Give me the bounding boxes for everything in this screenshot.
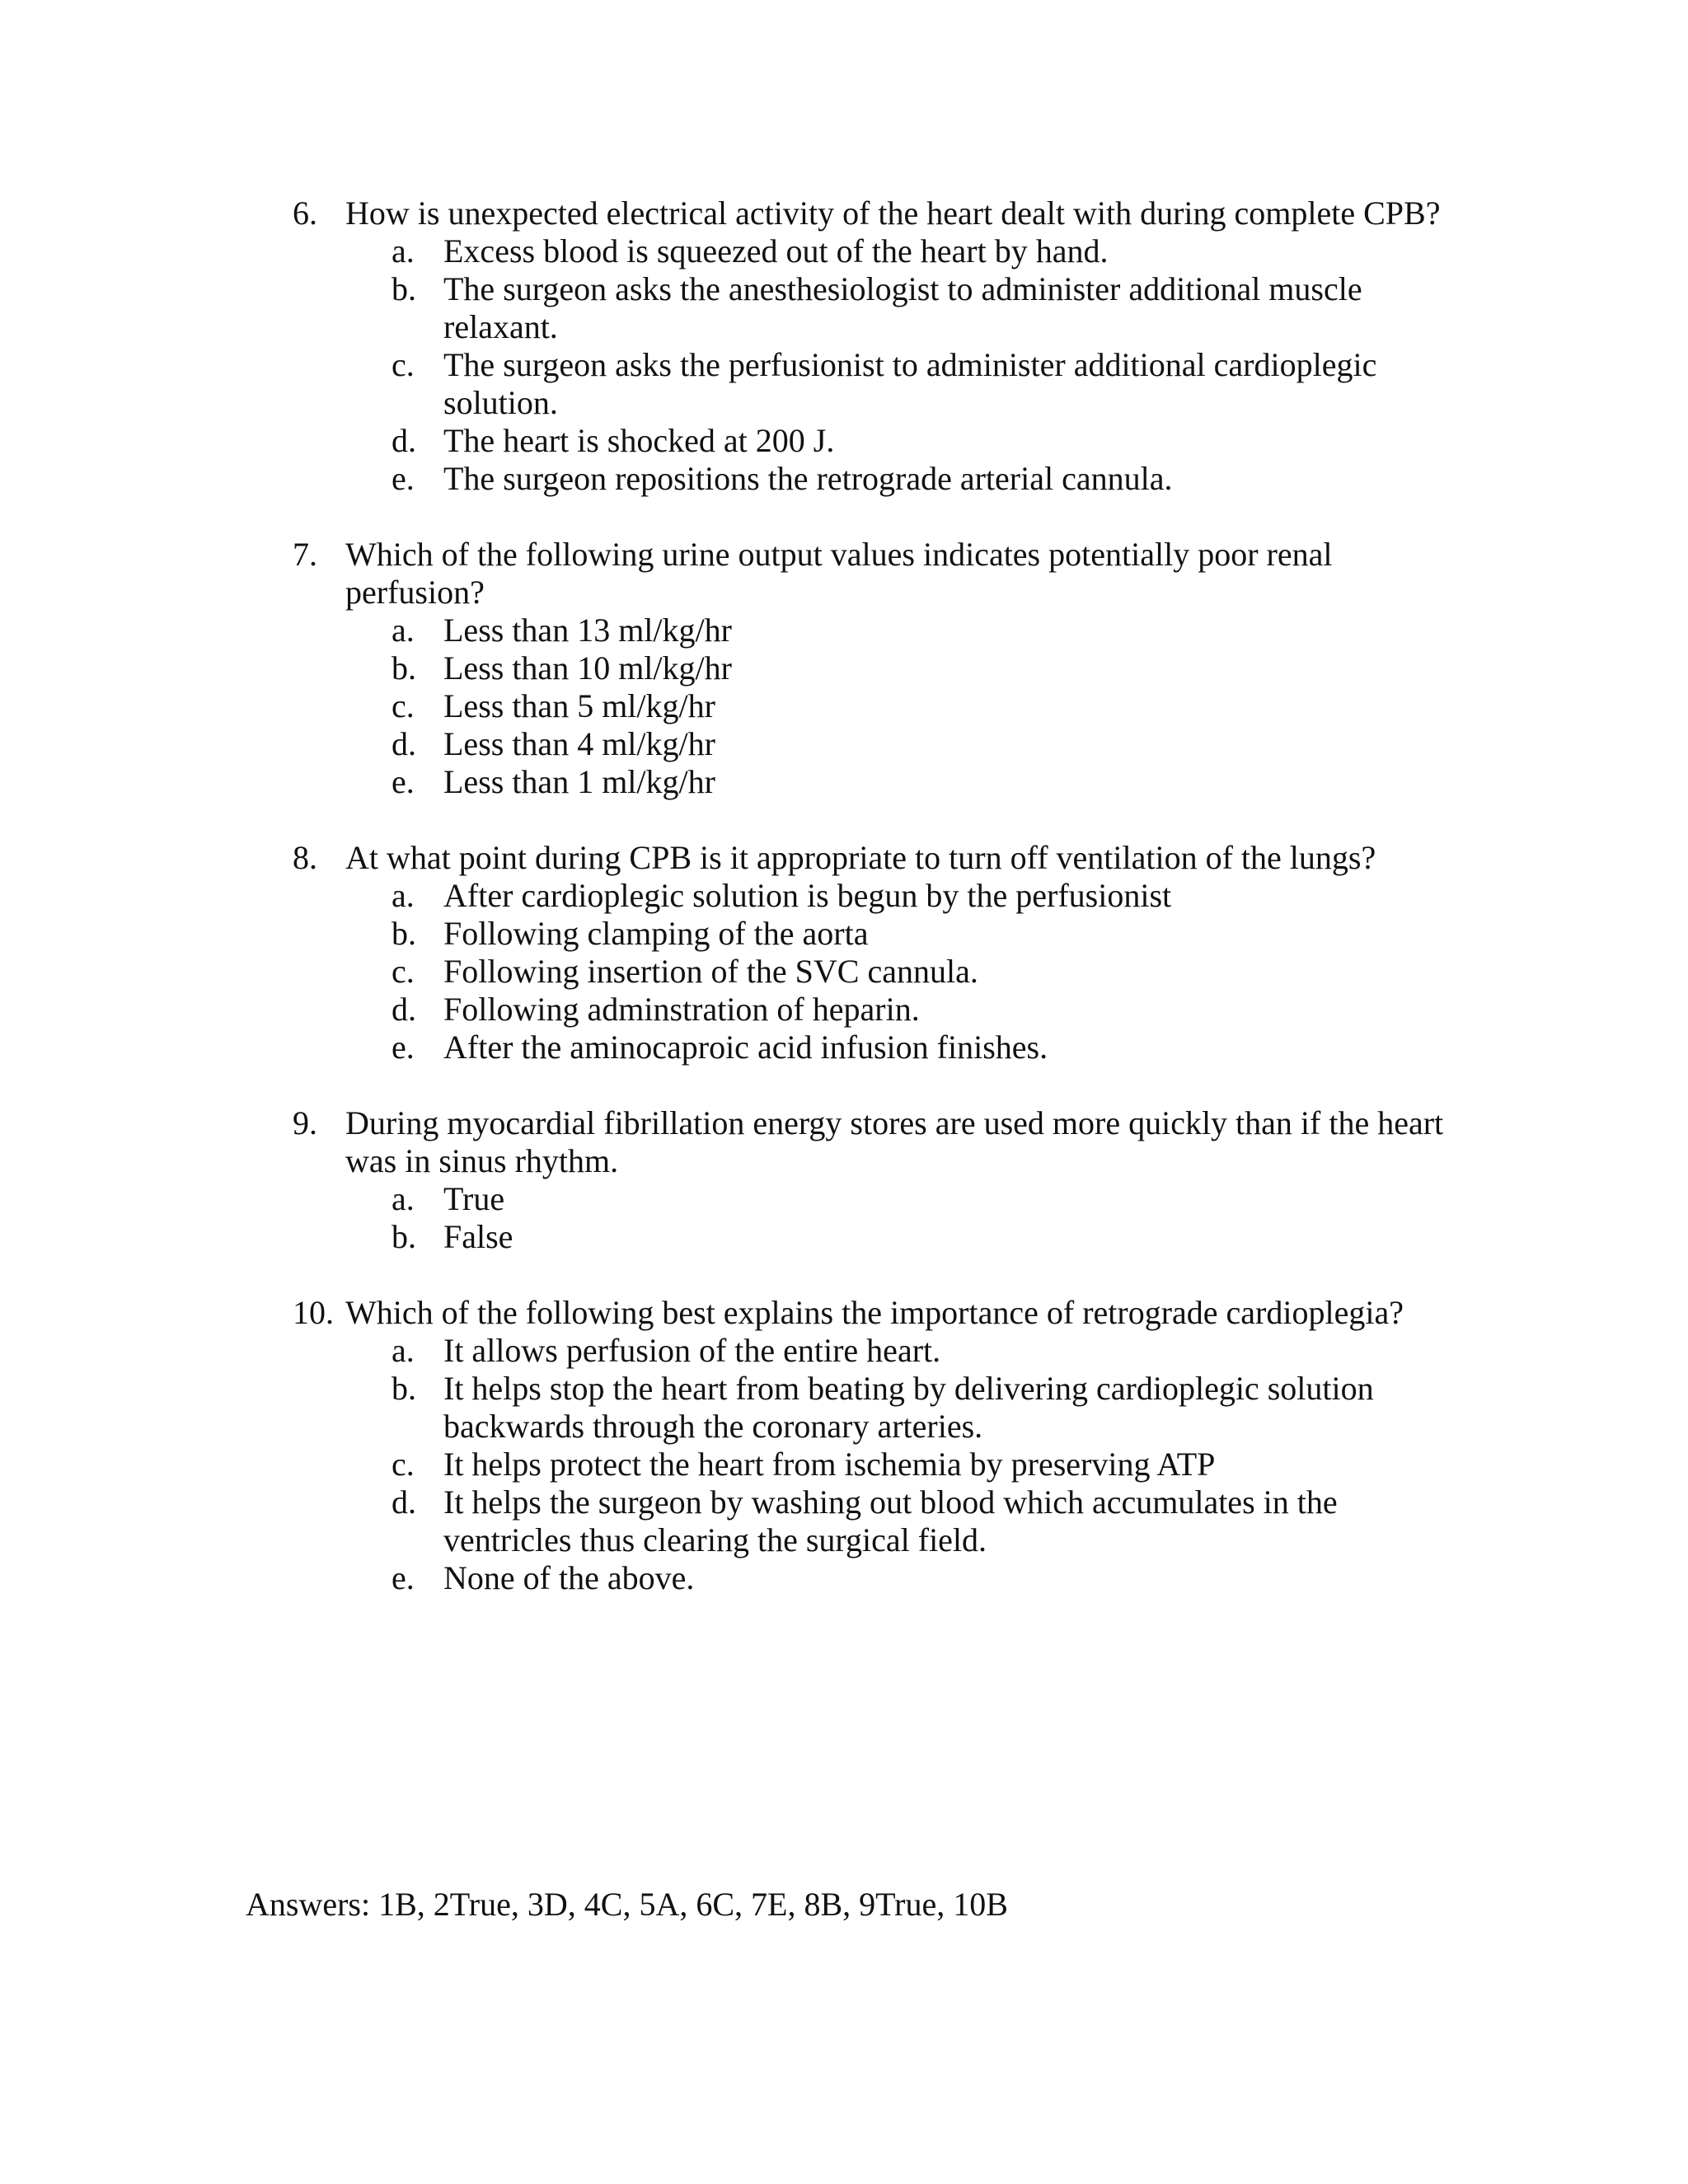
option-e bbox=[293, 1559, 1447, 1597]
option-c bbox=[293, 953, 1447, 991]
option-letter: e. bbox=[392, 1559, 415, 1596]
option-letter: d. bbox=[392, 422, 416, 459]
option-a bbox=[293, 612, 1447, 649]
option-letter: b. bbox=[392, 1218, 416, 1255]
option-text: Less than 13 ml/kg/hr bbox=[443, 612, 732, 649]
option-text: Following clamping of the aorta bbox=[443, 915, 869, 952]
option-letter: b. bbox=[392, 915, 416, 952]
option-text: Following insertion of the SVC cannula. bbox=[443, 953, 978, 990]
option-letter: a. bbox=[392, 1180, 415, 1217]
option-e bbox=[293, 460, 1447, 498]
option-text: The surgeon repositions the retrograde arterial cannula. bbox=[443, 460, 1173, 497]
option-b bbox=[293, 915, 1447, 953]
option-text: Excess blood is squeezed out of the heart by hand. bbox=[443, 232, 1109, 269]
option-d bbox=[293, 1483, 1447, 1559]
option-d bbox=[293, 422, 1447, 460]
answer-options bbox=[293, 612, 1447, 801]
question-header bbox=[293, 536, 1447, 612]
question-header bbox=[293, 839, 1447, 877]
option-text: The surgeon asks the anesthesiologist to administer additional muscle relaxant. bbox=[443, 270, 1362, 345]
option-letter: d. bbox=[392, 991, 416, 1028]
option-letter: c. bbox=[392, 346, 415, 383]
answer-options bbox=[293, 1332, 1447, 1597]
option-text: It allows perfusion of the entire heart. bbox=[443, 1332, 941, 1369]
option-letter: b. bbox=[392, 270, 416, 307]
question-header bbox=[293, 194, 1447, 232]
option-text: The heart is shocked at 200 J. bbox=[443, 422, 835, 459]
quiz-questions bbox=[293, 194, 1447, 1635]
question-9 bbox=[293, 1104, 1447, 1256]
option-letter: e. bbox=[392, 460, 415, 497]
option-text: Less than 10 ml/kg/hr bbox=[443, 649, 732, 687]
option-letter: a. bbox=[392, 1332, 415, 1369]
option-letter: a. bbox=[392, 232, 415, 269]
question-text: Which of the following urine output values indicates potentially poor renal perfusion? bbox=[345, 536, 1333, 611]
option-text: After cardioplegic solution is begun by the perfusionist bbox=[443, 877, 1172, 914]
option-text: Following adminstration of heparin. bbox=[443, 991, 920, 1028]
option-text: It helps stop the heart from beating by delivering cardioplegic solution backwards through the coronary arteries. bbox=[443, 1370, 1374, 1445]
option-letter: a. bbox=[392, 877, 415, 914]
option-a bbox=[293, 877, 1447, 915]
option-letter: b. bbox=[392, 1370, 416, 1407]
option-c bbox=[293, 687, 1447, 725]
question-header bbox=[293, 1294, 1447, 1332]
option-letter: d. bbox=[392, 725, 416, 762]
option-a bbox=[293, 1332, 1447, 1370]
option-text: True bbox=[443, 1180, 505, 1217]
option-letter: c. bbox=[392, 953, 415, 990]
question-number: 10. bbox=[293, 1294, 334, 1331]
question-6 bbox=[293, 194, 1447, 498]
answer-options bbox=[293, 1180, 1447, 1256]
question-7 bbox=[293, 536, 1447, 801]
option-letter: b. bbox=[392, 649, 416, 687]
option-b bbox=[293, 1370, 1447, 1446]
option-text: It helps the surgeon by washing out blood which accumulates in the ventricles thus clearing the surgical field. bbox=[443, 1483, 1338, 1558]
option-d bbox=[293, 725, 1447, 763]
option-letter: c. bbox=[392, 687, 415, 724]
option-text: False bbox=[443, 1218, 513, 1255]
question-text: At what point during CPB is it appropriate to turn off ventilation of the lungs? bbox=[345, 839, 1376, 876]
question-text: Which of the following best explains the importance of retrograde cardioplegia? bbox=[345, 1294, 1404, 1331]
option-text: The surgeon asks the perfusionist to administer additional cardioplegic solution. bbox=[443, 346, 1377, 421]
option-text: After the aminocaproic acid infusion finishes. bbox=[443, 1029, 1048, 1066]
option-b bbox=[293, 1218, 1447, 1256]
option-letter: c. bbox=[392, 1446, 415, 1483]
option-text: None of the above. bbox=[443, 1559, 695, 1596]
option-letter: e. bbox=[392, 1029, 415, 1066]
question-header bbox=[293, 1104, 1447, 1180]
option-text: Less than 1 ml/kg/hr bbox=[443, 763, 715, 800]
option-d bbox=[293, 991, 1447, 1029]
option-c bbox=[293, 346, 1447, 422]
option-e bbox=[293, 763, 1447, 801]
question-8 bbox=[293, 839, 1447, 1066]
option-text: Less than 5 ml/kg/hr bbox=[443, 687, 715, 724]
option-c bbox=[293, 1446, 1447, 1483]
question-text: How is unexpected electrical activity of the heart dealt with during complete CPB? bbox=[345, 194, 1441, 232]
option-a bbox=[293, 232, 1447, 270]
question-number: 8. bbox=[293, 839, 317, 876]
option-text: It helps protect the heart from ischemia by preserving ATP bbox=[443, 1446, 1216, 1483]
option-b bbox=[293, 649, 1447, 687]
question-number: 6. bbox=[293, 194, 317, 232]
question-number: 7. bbox=[293, 536, 317, 573]
answer-options bbox=[293, 877, 1447, 1066]
option-e bbox=[293, 1029, 1447, 1066]
answer-key: Answers: 1B, 2True, 3D, 4C, 5A, 6C, 7E, 8B, 9True, 10B bbox=[246, 1886, 1008, 1923]
option-letter: d. bbox=[392, 1483, 416, 1521]
question-text: During myocardial fibrillation energy stores are used more quickly than if the heart was in sinus rhythm. bbox=[345, 1104, 1444, 1179]
option-text: Less than 4 ml/kg/hr bbox=[443, 725, 715, 762]
question-number: 9. bbox=[293, 1104, 317, 1141]
option-b bbox=[293, 270, 1447, 346]
option-letter: e. bbox=[392, 763, 415, 800]
answer-options bbox=[293, 232, 1447, 498]
option-a bbox=[293, 1180, 1447, 1218]
question-10 bbox=[293, 1294, 1447, 1597]
option-letter: a. bbox=[392, 612, 415, 649]
